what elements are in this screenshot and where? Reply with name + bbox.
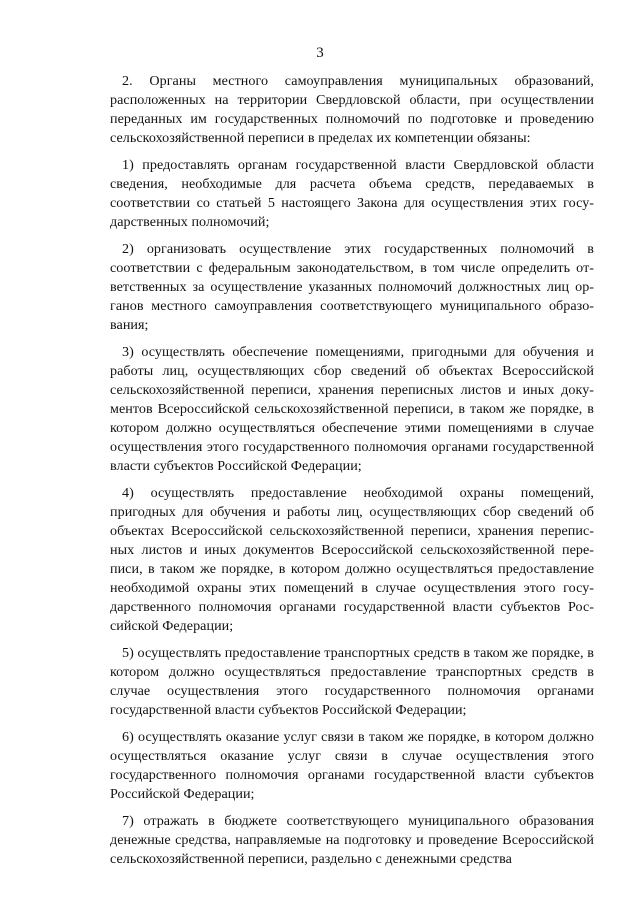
paragraph-item-6: 6) осуществлять оказание услуг связи в таком же порядке, в котором должно осуществляться оказание услуг связи в случае осуществления этого государственного полномочия органами государственной власти субъектов Российской Федерации; [110, 729, 594, 802]
page-number: 3 [316, 45, 324, 61]
document-body [110, 72, 594, 877]
paragraph-section-2: 2. Органы местного самоуправления муниципальных образований, расположенных на территории Свердловской области, при осуществлении переданных им государственных полномочий по подготовке и проведению сельскохозяйственной переписи в пределах их компетенции обязаны: [110, 73, 594, 146]
paragraph-item-5: 5) осуществлять предоставление транспортных средств в таком же порядке, в котором должно осуществляться предоставление транспортных средств в случае осуществления этого государственного полномочия органами государственной власти субъектов Российской Федерации; [110, 645, 594, 718]
paragraph-item-2: 2) организовать осуществление этих государственных полномочий в соответствии с федеральным законодательством, в том числе определить ответственных за осуществление указанных полномочий должностных лиц органов местного самоуправления соответствующего муниципального образования; [110, 241, 594, 333]
paragraph-item-3: 3) осуществлять обеспечение помещениями, пригодными для обучения и работы лиц, осуществляющих сбор сведений об объектах Всероссийской сельскохозяйственной переписи, хранения переписных листов и иных документов Всероссийской сельскохозяйственной переписи, в таком же порядке, в котором должно осуществляться обеспечение этими помещениями в случае осуществления этого государственного полномочия органами государственной власти субъектов Российской Федерации; [110, 344, 594, 474]
paragraph-item-7: 7) отражать в бюджете соответствующего муниципального образования денежные средства, направляемые на подготовку и проведение Всероссийской сельскохозяйственной переписи, раздельно с денежными средства [110, 813, 594, 867]
paragraph-item-1: 1) предоставлять органам государственной власти Свердловской области сведения, необходимые для расчета объема средств, передаваемых в соответствии со статьей 5 настоящего Закона для осуществления этих государственных полномочий; [110, 157, 594, 230]
paragraph-item-4: 4) осуществлять предоставление необходимой охраны помещений, пригодных для обучения и работы лиц, осуществляющих сбор сведений об объектах Всероссийской сельскохозяйственной переписи, хранения переписных листов и иных документов Всероссийской сельскохозяйственной переписи, в таком же порядке, в котором должно осуществляться предоставление необходимой охраны этих помещений в случае осуществления этого государственного полномочия органами государственной власти субъектов Российской Федерации; [110, 485, 594, 634]
